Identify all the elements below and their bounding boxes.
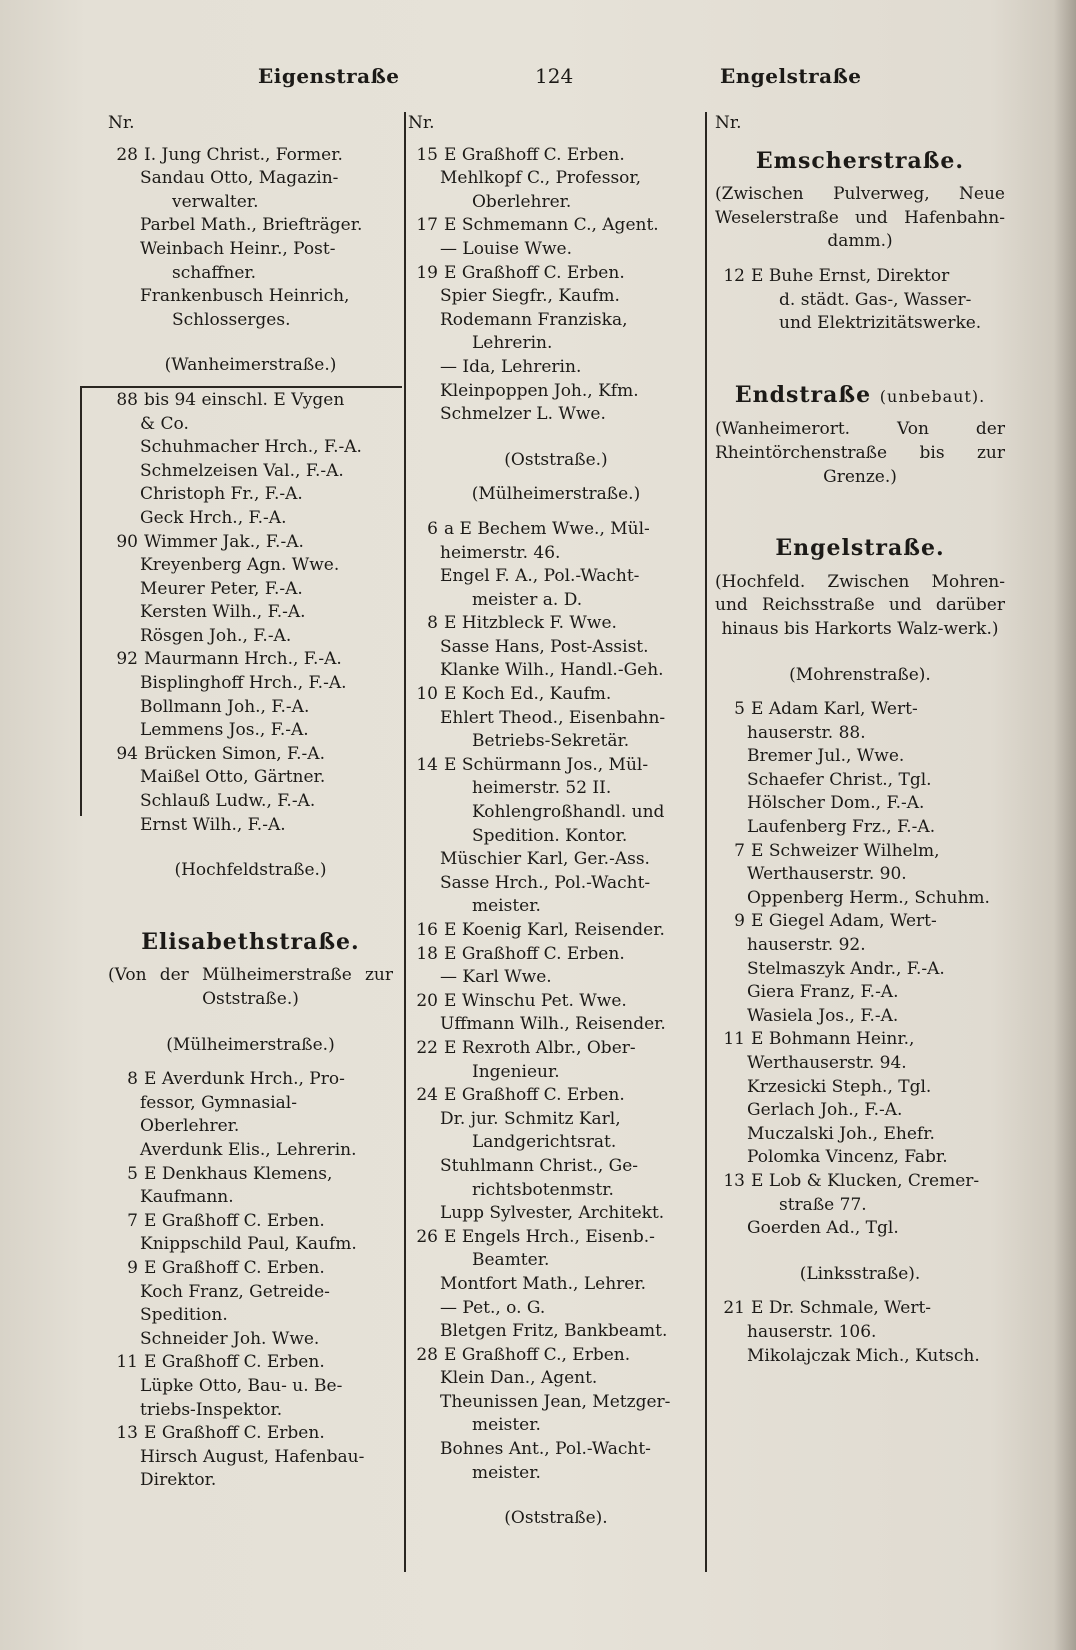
entry-line: Spedition. (140, 1305, 228, 1326)
page-edge-shadow (1054, 0, 1076, 1650)
entry-line: 28 I. Jung Christ., Former. (116, 144, 343, 165)
entry-line: — Louise Wwe. (440, 238, 572, 259)
entry-line: 7 E Graßhoff C. Erben. (127, 1210, 325, 1231)
entry-line: Polomka Vincenz, Fabr. (747, 1147, 948, 1168)
entry-line: Maißel Otto, Gärtner. (140, 767, 326, 788)
entry-line: Spier Siegfr., Kaufm. (440, 286, 620, 307)
entry-line: 11 E Graßhoff C. Erben. (116, 1352, 325, 1373)
entry-line: Schlosserges. (172, 309, 291, 330)
column-1 (108, 112, 393, 1493)
entries-block-3 (715, 1297, 1005, 1368)
entry-line: — Pet., o. G. (440, 1297, 546, 1318)
street-heading-engel: Engelstraße. (775, 535, 945, 562)
entry-line: Stuhlmann Christ., Ge- (440, 1155, 639, 1176)
entry-line: Lupp Sylvester, Architekt. (440, 1203, 665, 1224)
street-heading-emscher: Emscherstraße. (755, 147, 965, 174)
entry-line: Engel F. A., Pol.-Wacht- (440, 566, 640, 587)
entry-line: Bletgen Fritz, Bankbeamt. (440, 1321, 668, 1342)
entry-line: Landgerichtsrat. (472, 1132, 617, 1153)
entry-line: 5 E Adam Karl, Wert- (734, 699, 918, 720)
entry-line: Schuhmacher Hrch., F.-A. (140, 437, 362, 458)
entry-line: Kreyenberg Agn. Wwe. (140, 555, 340, 576)
entry-line: 13 E Lob & Klucken, Cremer- (723, 1170, 980, 1191)
entries-block-2 (408, 518, 704, 1485)
entry-line: Wasiela Jos., F.-A. (747, 1005, 899, 1026)
street-heading-end: Endstraße (unbebaut). (734, 381, 986, 408)
entry-line: Kersten Wilh., F.-A. (140, 602, 306, 623)
entry-line: Schlauß Ludw., F.-A. (140, 791, 316, 812)
entry-line: Gerlach Joh., F.-A. (747, 1100, 903, 1121)
entry-line: 6 a E Bechem Wwe., Mül- (427, 518, 650, 539)
entry-line: 18 E Graßhoff C. Erben. (416, 943, 625, 964)
entry-line: Stelmaszyk Andr., F.-A. (747, 958, 945, 979)
entry-line: 11 E Bohmann Heinr., (723, 1029, 915, 1050)
entry-line: 8 E Averdunk Hrch., Pro- (127, 1069, 345, 1090)
entry-line: Weinbach Heinr., Post- (140, 238, 336, 259)
nr-label: Nr. (408, 113, 435, 133)
entry-line: meister. (472, 1415, 541, 1436)
entry-line: und Elektrizitätswerke. (779, 313, 982, 334)
entry-line: meister a. D. (472, 589, 583, 610)
entry-line: Spedition. Kontor. (472, 825, 628, 846)
entry-line: Schaefer Christ., Tgl. (747, 769, 932, 790)
entry-line: Lehrerin. (472, 333, 553, 354)
entry-line: & Co. (140, 413, 189, 434)
entries-block-1 (408, 144, 704, 427)
entry-line: Klanke Wilh., Handl.-Geh. (440, 660, 664, 681)
entry-line: Rösgen Joh., F.-A. (140, 625, 292, 646)
entry-line: Lüpke Otto, Bau- u. Be- (140, 1375, 343, 1396)
nr-label: Nr. (108, 113, 135, 133)
page-number: 124 (535, 64, 574, 88)
entry-line: 90 Wimmer Jak., F.-A. (116, 531, 304, 552)
entry-line: Werthauserstr. 90. (747, 864, 907, 885)
entry-line: Knippschild Paul, Kaufm. (140, 1234, 357, 1255)
street-heading-elisabeth: Elisabethstraße. (141, 928, 360, 955)
entry-line: Schmelzeisen Val., F.-A. (140, 460, 344, 481)
street-desc-elisabeth: (Von der Mülheimerstraße zur Oststraße.) (108, 965, 393, 1009)
entry-line: Kaufmann. (140, 1187, 234, 1208)
section-muelheimer: (Mülheimerstraße.) (166, 1034, 335, 1055)
page-header (100, 60, 1020, 96)
entry-line: Parbel Math., Briefträger. (140, 215, 363, 236)
entry-line: Sandau Otto, Magazin- (140, 168, 339, 189)
entry-line: heimerstr. 46. (440, 542, 561, 563)
entry-line: 5 E Denkhaus Klemens, (127, 1163, 333, 1184)
entry-line: Klein Dan., Agent. (440, 1368, 598, 1389)
entry-line: Bremer Jul., Wwe. (747, 746, 905, 767)
entry-line: Rodemann Franziska, (440, 309, 628, 330)
entry-line: Frankenbusch Heinrich, (140, 286, 350, 307)
entry-line: Hölscher Dom., F.-A. (747, 793, 925, 814)
column-2 (408, 112, 704, 1531)
section-muelheimer: (Mülheimerstraße.) (471, 484, 641, 505)
entry-line: Bollmann Joh., F.-A. (140, 696, 310, 717)
entry-line: Koch Franz, Getreide- (140, 1281, 330, 1302)
entry-line: Laufenberg Frz., F.-A. (747, 817, 936, 838)
entry-line: 12 E Buhe Ernst, Direktor (723, 265, 950, 286)
column-3 (715, 112, 1005, 1368)
entry-line: straße 77. (779, 1194, 867, 1215)
entry-line: Mikolajczak Mich., Kutsch. (747, 1345, 980, 1366)
entry-line: Dr. jur. Schmitz Karl, (440, 1108, 621, 1129)
street-desc-engel: (Hochfeld. Zwischen Mohren- und Reichsstraße und darüber hinaus bis Harkorts Walz-werk.) (715, 571, 1005, 639)
entry-line: Goerden Ad., Tgl. (747, 1218, 899, 1239)
entry-line: hauserstr. 88. (747, 722, 866, 743)
entry-line: 8 E Hitzbleck F. Wwe. (427, 613, 617, 634)
entry-line: 9 E Graßhoff C. Erben. (127, 1257, 325, 1278)
entry-line: Bohnes Ant., Pol.-Wacht- (440, 1439, 651, 1460)
entry-line: Beamter. (472, 1250, 550, 1271)
entry-line: hauserstr. 92. (747, 935, 866, 956)
entry-line: 19 E Graßhoff C. Erben. (416, 262, 625, 283)
section-wanheimer: (Wanheimerstraße.) (164, 355, 337, 376)
entry-line: 7 E Schweizer Wilhelm, (734, 840, 940, 861)
entries-block-2 (108, 389, 393, 837)
entries-block-2 (715, 698, 1005, 1241)
section-mohren: (Mohrenstraße). (789, 664, 931, 685)
entry-line: 94 Brücken Simon, F.-A. (116, 743, 325, 764)
section-links: (Linksstraße). (799, 1263, 921, 1284)
entry-line: Ehlert Theod., Eisenbahn- (440, 707, 666, 728)
entry-line: Werthauserstr. 94. (747, 1053, 907, 1073)
entry-line: 22 E Rexroth Albr., Ober- (416, 1037, 636, 1058)
entry-line: 10 E Koch Ed., Kaufm. (416, 684, 612, 705)
entry-line: heimerstr. 52 II. (472, 778, 612, 799)
entry-line: Müschier Karl, Ger.-Ass. (440, 849, 650, 870)
entry-line: meister. (472, 1462, 541, 1483)
entries-block-3 (108, 1068, 393, 1493)
entry-line: 21 E Dr. Schmale, Wert- (723, 1298, 932, 1319)
entry-line: d. städt. Gas-, Wasser- (779, 289, 972, 310)
header-right-street: Engelstraße (720, 64, 862, 88)
section-oststrasse-2: (Oststraße). (504, 1508, 608, 1529)
section-oststrasse: (Oststraße.) (504, 449, 608, 470)
entry-line: 88 bis 94 einschl. E Vygen (116, 389, 345, 410)
entry-line: Ingenieur. (472, 1061, 560, 1082)
entry-line: Christoph Fr., F.-A. (140, 484, 303, 505)
entry-line: 14 E Schürmann Jos., Mül- (416, 754, 649, 775)
entries-block-1 (715, 265, 1005, 336)
entries-block-1 (108, 144, 393, 333)
street-desc-end: (Wanheimerort. Von der Rheintörchenstraße bis zur Grenze.) (715, 419, 1005, 487)
entry-line: 26 E Engels Hrch., Eisenb.- (416, 1226, 655, 1247)
entry-line: 15 E Graßhoff C. Erben. (416, 144, 625, 165)
entry-line: richtsbotenmstr. (472, 1179, 614, 1200)
entry-line: Bisplinghoff Hrch., F.-A. (140, 673, 347, 694)
entry-line: meister. (472, 896, 541, 917)
street-desc-emscher: (Zwischen Pulverweg, Neue Weselerstraße und Hafenbahn-damm.) (715, 184, 1005, 252)
entry-line: Muczalski Joh., Ehefr. (747, 1123, 935, 1144)
entry-line: triebs-Inspektor. (140, 1399, 283, 1420)
entry-line: Direktor. (140, 1470, 217, 1491)
entry-line: Kleinpoppen Joh., Kfm. (440, 380, 639, 401)
section-hochfeld: (Hochfeldstraße.) (174, 860, 327, 881)
entry-line: Schmelzer L. Wwe. (440, 404, 606, 425)
entry-line: Averdunk Elis., Lehrerin. (140, 1139, 357, 1160)
entry-line: Giera Franz, F.-A. (747, 982, 899, 1003)
entry-line: fessor, Gymnasial- (140, 1092, 297, 1113)
entry-line: 20 E Winschu Pet. Wwe. (416, 990, 627, 1011)
entry-line: 92 Maurmann Hrch., F.-A. (116, 649, 342, 670)
entry-line: Geck Hrch., F.-A. (140, 507, 287, 528)
entry-line: Sasse Hans, Post-Assist. (440, 636, 649, 657)
entry-line: Betriebs-Sekretär. (472, 731, 630, 752)
column-divider-1 (404, 112, 406, 1572)
entry-line: Theunissen Jean, Metzger- (440, 1391, 671, 1412)
entry-line: hauserstr. 106. (747, 1321, 877, 1342)
entry-line: Oberlehrer. (140, 1116, 240, 1137)
entry-line: Schneider Joh. Wwe. (140, 1328, 320, 1349)
entry-line: Meurer Peter, F.-A. (140, 578, 303, 599)
entry-line: 16 E Koenig Karl, Reisender. (416, 920, 665, 940)
entry-line: Krzesicki Steph., Tgl. (747, 1076, 932, 1097)
entry-line: Oppenberg Herm., Schuhm. (747, 887, 990, 908)
entry-line: 9 E Giegel Adam, Wert- (734, 911, 937, 932)
entry-line: 28 E Graßhoff C., Erben. (416, 1344, 631, 1365)
header-left-street: Eigenstraße (258, 64, 400, 88)
entry-line: Montfort Math., Lehrer. (440, 1273, 646, 1294)
column-divider-2 (705, 112, 707, 1572)
bracket-vertical (80, 386, 82, 816)
entry-line: — Karl Wwe. (440, 967, 552, 988)
entry-line: Uffmann Wilh., Reisender. (440, 1014, 666, 1035)
entry-line: Ernst Wilh., F.-A. (140, 814, 286, 835)
entry-line: Hirsch August, Hafenbau- (140, 1446, 365, 1467)
entry-line: Lemmens Jos., F.-A. (140, 720, 309, 741)
entry-line: — Ida, Lehrerin. (440, 356, 582, 377)
entry-line: Sasse Hrch., Pol.-Wacht- (440, 872, 651, 893)
entry-line: schaffner. (172, 262, 257, 283)
entry-line: Mehlkopf C., Professor, (440, 168, 642, 189)
entry-line: 24 E Graßhoff C. Erben. (416, 1085, 625, 1106)
entry-line: 13 E Graßhoff C. Erben. (116, 1423, 325, 1444)
entry-line: 17 E Schmemann C., Agent. (416, 215, 659, 236)
nr-label: Nr. (715, 113, 742, 133)
entry-line: Oberlehrer. (472, 191, 572, 212)
entry-line: Kohlengroßhandl. und (472, 802, 665, 823)
entry-line: verwalter. (172, 191, 259, 212)
